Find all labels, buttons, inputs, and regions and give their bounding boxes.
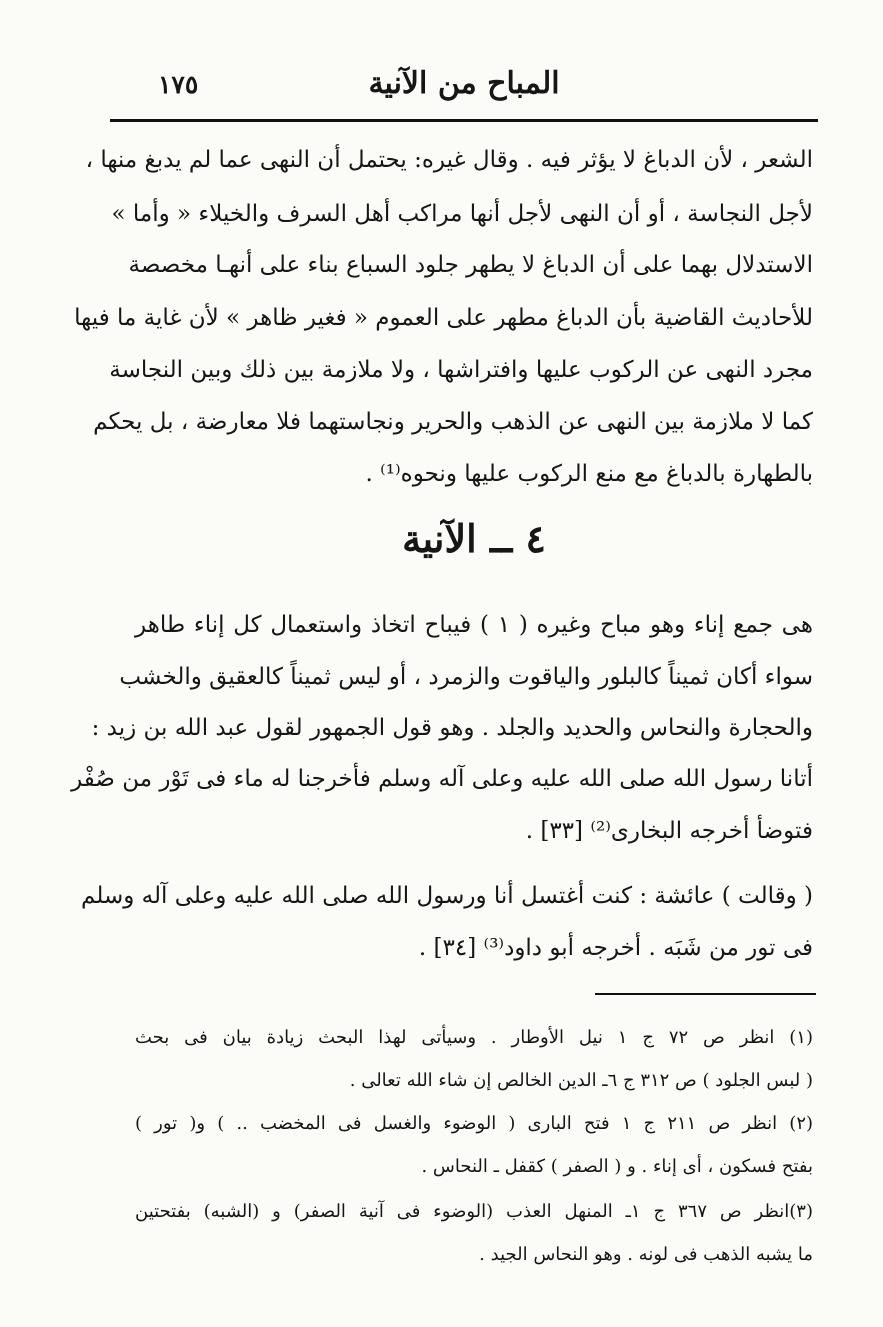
paragraph-1-line-1: الشعر ، لأن الدباغ لا يؤثر فيه . وقال غيره: يحتمل أن النهى عما لم يدبغ منها ، <box>85 147 813 173</box>
footnote-1-line-1: (١) انظر ص ٧٢ ج ١ نيل الأوطار . وسيأتى لهذا البحث زيادة بيان فى بحث <box>135 1027 813 1048</box>
paragraph-2-line-2: سواء أكان ثميناً كالبلور والياقوت والزمرد ، أو ليس ثميناً كالعقيق والخشب <box>119 664 813 690</box>
paragraph-2-line-3: والحجارة والنحاس والحديد والجلد . وهو قول الجمهور لقول عبد الله بن زيد : <box>91 715 813 741</box>
paragraph-1-line-5: مجرد النهى عن الركوب عليها وافتراشها ، ولا ملازمة بين ذلك وبين النجاسة <box>109 357 813 383</box>
paragraph-1-line-3: الاستدلال بهما على أن الدباغ لا يطهر جلود السباع بناء على أنهـا مخصصة <box>128 252 813 278</box>
footnote-3-line-2: ما يشبه الذهب فى لونه . وهو النحاس الجيد . <box>479 1244 813 1265</box>
paragraph-1-line-2: لأجل النجاسة ، أو أن النهى لأجل أنها مراكب أهل السرف والخيلاء « وأما » <box>111 201 813 227</box>
paragraph-3-line-2: فى تور من شَبَه . أخرجه أبو داود⁽³⁾ [٣٤] . <box>418 935 813 961</box>
footnote-2-line-2: بفتح فسكون ، أى إناء . و ( الصفر ) كقفل ـ النحاس . <box>421 1156 813 1177</box>
paragraph-3-line-1: ( وقالت ) عائشة : كنت أغتسل أنا ورسول الله صلى الله عليه وعلى آله وسلم <box>81 883 813 909</box>
section-heading: ٤ ــ الآنية <box>402 516 546 561</box>
paragraph-1-line-7: بالطهارة بالدباغ مع منع الركوب عليها ونحوه⁽¹⁾ . <box>365 461 813 487</box>
page-header <box>110 62 818 118</box>
header-divider <box>110 119 818 122</box>
paragraph-2-line-5: فتوضأ أخرجه البخارى⁽²⁾ [٣٣] . <box>525 818 813 844</box>
footnote-2-line-1: (٢) انظر ص ٢١١ ج ١ فتح البارى ( الوضوء والغسل فى المخضب .. ) و( تور ) <box>135 1113 814 1134</box>
running-title: المباح من الآنية <box>368 66 560 101</box>
paragraph-1-line-4: للأحاديث القاضية بأن الدباغ مطهر على العموم « فغير ظاهر » لأن غاية ما فيها <box>74 305 813 331</box>
footnote-1-line-2: ( لبس الجلود ) ص ٣١٢ ج ٦ـ الدين الخالص إن شاء الله تعالى . <box>349 1070 813 1091</box>
footnote-3-line-1: (٣)انظر ص ٣٦٧ ج ١ـ المنهل العذب (الوضوء فى آنية الصفر) و (الشبه) بفتحتين <box>135 1201 813 1222</box>
footnote-divider <box>595 993 816 995</box>
page-number: ١٧٥ <box>158 70 199 99</box>
paragraph-2-line-4: أتانا رسول الله صلى الله عليه وعلى آله وسلم فأخرجنا له ماء فى تَوْر من صُفْر <box>71 766 813 792</box>
paragraph-2-line-1: هى جمع إناء وهو مباح وغيره ( ١ ) فيباح اتخاذ واستعمال كل إناء طاهر <box>135 612 813 638</box>
paragraph-1-line-6: كما لا ملازمة بين النهى عن الذهب والحرير ونجاستهما فلا معارضة ، بل يحكم <box>93 409 813 435</box>
